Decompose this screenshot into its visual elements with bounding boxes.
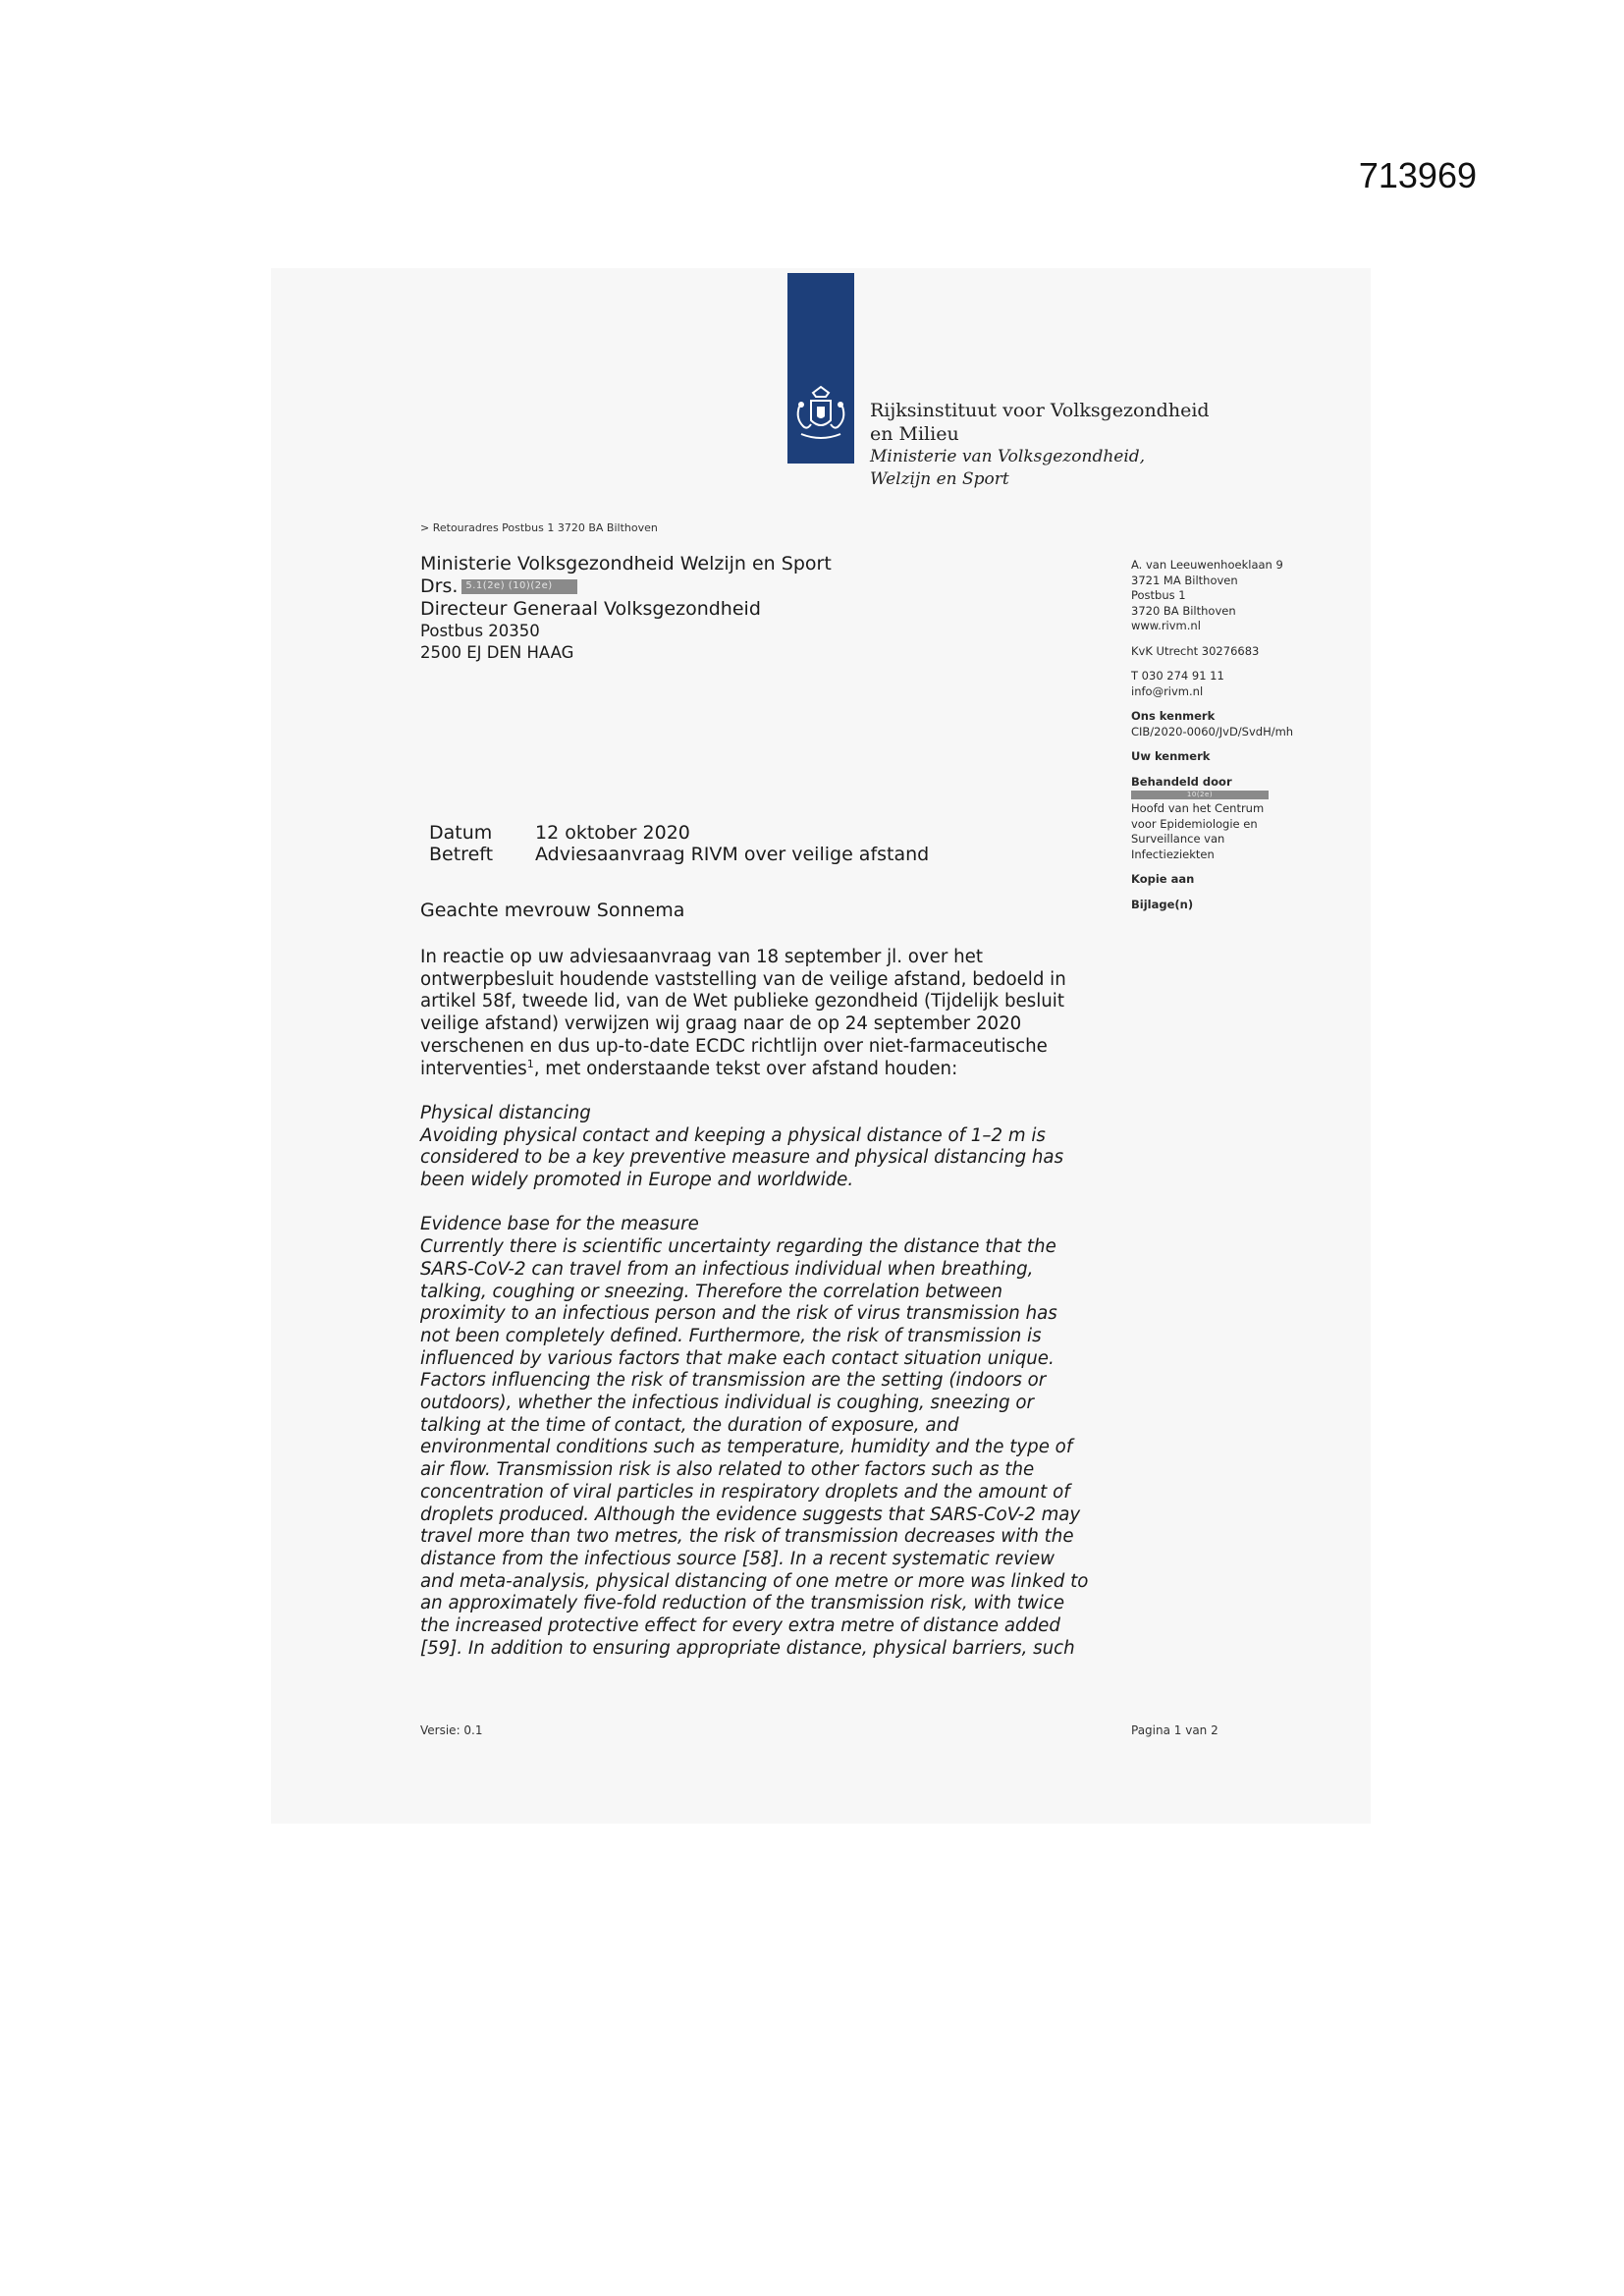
addressee-line-3: Directeur Generaal Volksgezondheid <box>420 598 761 620</box>
sidebar-address-1: A. van Leeuwenhoeklaan 9 <box>1131 558 1283 572</box>
quote-line: influenced by various factors that make each contact situation unique. <box>420 1347 1055 1369</box>
org-line-4: Welzijn en Sport <box>870 469 1009 489</box>
quote-line: an approximately five-fold reduction of the transmission risk, with twice <box>420 1593 1065 1614</box>
quote-line: [59]. In addition to ensuring appropriate distance, physical barriers, such <box>420 1637 1075 1659</box>
quote-line: been widely promoted in Europe and worldwide. <box>420 1170 854 1191</box>
quote-line: outdoors), whether the infectious individual is coughing, sneezing or <box>420 1393 1034 1414</box>
addressee-title: Drs. <box>420 575 459 597</box>
quote-line: not been completely defined. Furthermore, the risk of transmission is <box>420 1325 1042 1346</box>
addressee-line-2 <box>420 575 832 598</box>
ons-kenmerk-label: Ons kenmerk <box>1131 709 1216 723</box>
addressee-line-1: Ministerie Volksgezondheid Welzijn en Sport <box>420 553 832 574</box>
quote-line: considered to be a key preventive measure and physical distancing has <box>420 1147 1064 1169</box>
coat-of-arms-icon <box>791 385 850 446</box>
kopie-aan-label: Kopie aan <box>1131 872 1195 886</box>
organisation-name <box>870 399 1210 491</box>
footer-page-number: Pagina 1 van 2 <box>1131 1723 1218 1737</box>
letter-body <box>420 947 1127 1660</box>
sidebar-website: www.rivm.nl <box>1131 619 1201 632</box>
sidebar-address-3: Postbus 1 <box>1131 588 1186 602</box>
section-heading: Physical distancing <box>420 1102 591 1123</box>
quote-section-evidence-base <box>420 1214 1127 1660</box>
quote-line: air flow. Transmission risk is also related to other factors such as the <box>420 1459 1035 1481</box>
salutation: Geachte mevrouw Sonnema <box>420 900 685 921</box>
quote-line: the increased protective effect for every extra metre of distance added <box>420 1615 1060 1637</box>
quote-line: Currently there is scientific uncertainty regarding the distance that the <box>420 1236 1056 1258</box>
sidebar-kvk: KvK Utrecht 30276683 <box>1131 643 1260 658</box>
body-line: verschenen en dus up-to-date ECDC richtlijn over niet-farmaceutische <box>420 1035 1048 1057</box>
behandeld-door-line-3: Surveillance van <box>1131 832 1225 846</box>
quote-line: environmental conditions such as temperature, humidity and the type of <box>420 1437 1073 1458</box>
body-line: In reactie op uw adviesaanvraag van 18 september jl. over het <box>420 947 983 967</box>
quote-line: talking at the time of contact, the duration of exposure, and <box>420 1414 959 1436</box>
behandeld-door-label: Behandeld door <box>1131 774 1232 789</box>
footer-version: Versie: 0.1 <box>420 1723 483 1737</box>
body-line: ontwerpbesluit houdende vaststelling van de veilige afstand, bedoeld in <box>420 968 1066 990</box>
bijlagen-label: Bijlage(n) <box>1131 897 1194 911</box>
addressee-line-5: 2500 EJ DEN HAAG <box>420 643 574 662</box>
org-line-3: Ministerie van Volksgezondheid, <box>870 447 1146 466</box>
quote-line: and meta-analysis, physical distancing of one metre or more was linked to <box>420 1570 1089 1592</box>
return-address: > Retouradres Postbus 1 3720 BA Bilthoven <box>420 521 658 534</box>
sidebar-info <box>1131 558 1327 912</box>
body-text: , met onderstaande tekst over afstand houden: <box>533 1058 958 1079</box>
org-line-1: Rijksinstituut voor Volksgezondheid <box>870 400 1210 421</box>
body-line: artikel 58f, tweede lid, van de Wet publieke gezondheid (Tijdelijk besluit <box>420 991 1064 1012</box>
body-text: interventies <box>420 1058 527 1079</box>
datum-label: Datum <box>429 822 493 844</box>
datum-value: 12 oktober 2020 <box>535 822 690 844</box>
sidebar-address-2: 3721 MA Bilthoven <box>1131 573 1238 587</box>
quote-line: distance from the infectious source [58]. In a recent systematic review <box>420 1548 1056 1569</box>
quote-section-physical-distancing <box>420 1103 1127 1192</box>
sidebar-email: info@rivm.nl <box>1131 683 1204 698</box>
quote-line: SARS-CoV-2 can travel from an infectious individual when breathing, <box>420 1258 1034 1280</box>
quote-line: concentration of viral particles in respiratory droplets and the amount of <box>420 1481 1070 1503</box>
sidebar-phone: T 030 274 91 11 <box>1131 669 1224 683</box>
intro-paragraph <box>420 947 1127 1080</box>
uw-kenmerk-label: Uw kenmerk <box>1131 749 1211 763</box>
ons-kenmerk-value: CIB/2020-0060/JvD/SvdH/mh <box>1131 724 1294 738</box>
quote-line: droplets produced. Although the evidence suggests that SARS-CoV-2 may <box>420 1503 1081 1525</box>
redaction-box: 10(2e) <box>1131 791 1269 799</box>
footnote-marker: 1 <box>526 1057 534 1070</box>
quote-line: Factors influencing the risk of transmission are the setting (indoors or <box>420 1370 1047 1392</box>
quote-line: Avoiding physical contact and keeping a physical distance of 1–2 m is <box>420 1124 1046 1146</box>
behandeld-door-line-2: voor Epidemiologie en <box>1131 816 1258 831</box>
quote-line: proximity to an infectious person and the risk of virus transmission has <box>420 1303 1057 1325</box>
quote-line: travel more than two metres, the risk of transmission decreases with the <box>420 1526 1074 1548</box>
redaction-box: 5.1(2e) (10)(2e) <box>461 579 577 594</box>
addressee-block <box>420 553 832 664</box>
betreft-value: Adviesaanvraag RIVM over veilige afstand <box>535 844 930 865</box>
letter-meta <box>429 822 929 865</box>
sidebar-address-4: 3720 BA Bilthoven <box>1131 603 1236 618</box>
org-line-2: en Milieu <box>870 423 959 445</box>
betreft-label: Betreft <box>429 844 494 865</box>
behandeld-door-line-4: Infectieziekten <box>1131 847 1215 861</box>
behandeld-door-line-1: Hoofd van het Centrum <box>1131 801 1265 815</box>
addressee-line-4: Postbus 20350 <box>420 622 540 640</box>
body-line <box>420 1059 1127 1081</box>
quote-line: talking, coughing or sneezing. Therefore the correlation between <box>420 1281 1003 1302</box>
body-line: veilige afstand) verwijzen wij graag naar de op 24 september 2020 <box>420 1013 1022 1035</box>
section-heading: Evidence base for the measure <box>420 1214 699 1235</box>
document-number: 713969 <box>1358 155 1477 195</box>
